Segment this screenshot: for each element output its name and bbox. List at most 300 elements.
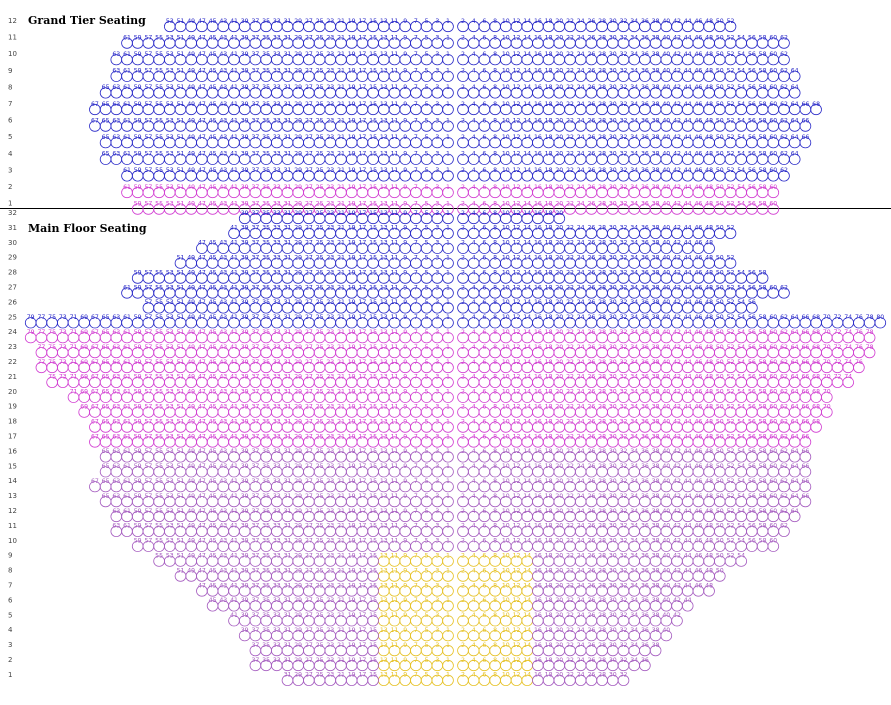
seat[interactable] (389, 493, 400, 507)
seat[interactable] (650, 68, 661, 82)
seat[interactable] (543, 51, 554, 65)
seat[interactable] (458, 538, 469, 552)
seat[interactable] (261, 255, 272, 269)
seat[interactable] (164, 404, 175, 418)
seat[interactable] (543, 567, 554, 581)
seat[interactable] (325, 359, 336, 373)
seat[interactable] (186, 299, 197, 313)
seat[interactable] (314, 240, 325, 254)
seat[interactable] (779, 68, 790, 82)
seat[interactable] (607, 433, 618, 447)
seat[interactable] (650, 389, 661, 403)
seat[interactable] (400, 404, 411, 418)
seat[interactable] (704, 167, 715, 181)
seat[interactable] (443, 478, 454, 492)
seat[interactable] (432, 612, 443, 626)
seat[interactable] (554, 672, 565, 686)
seat[interactable] (368, 68, 379, 82)
seat[interactable] (575, 84, 586, 98)
seat[interactable] (282, 314, 293, 328)
seat[interactable] (357, 642, 368, 656)
seat[interactable] (218, 314, 229, 328)
seat[interactable] (304, 344, 315, 358)
seat[interactable] (672, 18, 683, 32)
seat[interactable] (154, 448, 165, 462)
seat[interactable] (800, 117, 811, 131)
seat[interactable] (479, 34, 490, 48)
seat[interactable] (458, 508, 469, 522)
seat[interactable] (672, 255, 683, 269)
seat[interactable] (779, 34, 790, 48)
seat[interactable] (207, 404, 218, 418)
seat[interactable] (747, 538, 758, 552)
seat[interactable] (443, 582, 454, 596)
seat[interactable] (640, 523, 651, 537)
seat[interactable] (714, 299, 725, 313)
seat[interactable] (229, 329, 240, 343)
seat[interactable] (747, 269, 758, 283)
seat[interactable] (378, 448, 389, 462)
seat[interactable] (271, 657, 282, 671)
seat[interactable] (304, 299, 315, 313)
seat[interactable] (357, 134, 368, 148)
seat[interactable] (100, 151, 111, 165)
seat[interactable] (500, 642, 511, 656)
seat[interactable] (533, 151, 544, 165)
seat[interactable] (458, 523, 469, 537)
seat[interactable] (490, 34, 501, 48)
seat[interactable] (421, 478, 432, 492)
seat[interactable] (421, 567, 432, 581)
seat[interactable] (411, 314, 422, 328)
seat[interactable] (250, 51, 261, 65)
seat[interactable] (757, 478, 768, 492)
seat[interactable] (432, 151, 443, 165)
seat[interactable] (261, 134, 272, 148)
seat[interactable] (143, 389, 154, 403)
seat[interactable] (725, 34, 736, 48)
seat[interactable] (357, 255, 368, 269)
seat[interactable] (271, 151, 282, 165)
seat[interactable] (325, 51, 336, 65)
seat[interactable] (800, 493, 811, 507)
seat[interactable] (629, 478, 640, 492)
seat[interactable] (378, 553, 389, 567)
seat[interactable] (122, 463, 133, 477)
seat[interactable] (458, 553, 469, 567)
seat[interactable] (511, 329, 522, 343)
seat[interactable] (768, 433, 779, 447)
seat[interactable] (511, 84, 522, 98)
seat[interactable] (304, 389, 315, 403)
seat[interactable] (79, 374, 90, 388)
seat[interactable] (468, 612, 479, 626)
seat[interactable] (411, 508, 422, 522)
seat[interactable] (522, 642, 533, 656)
seat[interactable] (197, 200, 208, 214)
seat[interactable] (122, 51, 133, 65)
seat[interactable] (693, 151, 704, 165)
seat[interactable] (79, 329, 90, 343)
seat[interactable] (575, 184, 586, 198)
seat[interactable] (650, 612, 661, 626)
seat[interactable] (757, 404, 768, 418)
seat[interactable] (218, 523, 229, 537)
seat[interactable] (607, 359, 618, 373)
seat[interactable] (575, 329, 586, 343)
seat[interactable] (479, 538, 490, 552)
seat[interactable] (586, 359, 597, 373)
seat[interactable] (175, 18, 186, 32)
seat[interactable] (218, 463, 229, 477)
seat[interactable] (650, 134, 661, 148)
seat[interactable] (736, 374, 747, 388)
seat[interactable] (843, 359, 854, 373)
seat[interactable] (207, 597, 218, 611)
seat[interactable] (811, 344, 822, 358)
seat[interactable] (490, 418, 501, 432)
seat[interactable] (661, 18, 672, 32)
seat[interactable] (640, 51, 651, 65)
seat[interactable] (629, 84, 640, 98)
seat[interactable] (411, 18, 422, 32)
seat[interactable] (704, 478, 715, 492)
seat[interactable] (747, 299, 758, 313)
seat[interactable] (682, 493, 693, 507)
seat[interactable] (79, 404, 90, 418)
seat[interactable] (164, 101, 175, 115)
seat[interactable] (672, 101, 683, 115)
seat[interactable] (490, 463, 501, 477)
seat[interactable] (768, 329, 779, 343)
seat[interactable] (565, 657, 576, 671)
seat[interactable] (629, 463, 640, 477)
seat[interactable] (607, 374, 618, 388)
seat[interactable] (304, 657, 315, 671)
seat[interactable] (239, 508, 250, 522)
seat[interactable] (661, 101, 672, 115)
seat[interactable] (197, 51, 208, 65)
seat[interactable] (640, 567, 651, 581)
seat[interactable] (432, 418, 443, 432)
seat[interactable] (186, 523, 197, 537)
seat[interactable] (443, 134, 454, 148)
seat[interactable] (779, 433, 790, 447)
seat[interactable] (533, 34, 544, 48)
seat[interactable] (389, 597, 400, 611)
seat[interactable] (261, 117, 272, 131)
seat[interactable] (554, 329, 565, 343)
seat[interactable] (672, 553, 683, 567)
seat[interactable] (875, 314, 886, 328)
seat[interactable] (411, 225, 422, 239)
seat[interactable] (554, 51, 565, 65)
seat[interactable] (282, 448, 293, 462)
seat[interactable] (704, 151, 715, 165)
seat[interactable] (411, 269, 422, 283)
seat[interactable] (522, 523, 533, 537)
seat[interactable] (500, 344, 511, 358)
seat[interactable] (197, 299, 208, 313)
seat[interactable] (736, 34, 747, 48)
seat[interactable] (789, 151, 800, 165)
seat[interactable] (197, 151, 208, 165)
seat[interactable] (661, 255, 672, 269)
seat[interactable] (421, 101, 432, 115)
seat[interactable] (389, 553, 400, 567)
seat[interactable] (325, 68, 336, 82)
seat[interactable] (132, 184, 143, 198)
seat[interactable] (132, 508, 143, 522)
seat[interactable] (325, 418, 336, 432)
seat[interactable] (640, 134, 651, 148)
seat[interactable] (597, 523, 608, 537)
seat[interactable] (693, 433, 704, 447)
seat[interactable] (779, 478, 790, 492)
seat[interactable] (368, 51, 379, 65)
seat[interactable] (132, 344, 143, 358)
seat[interactable] (207, 433, 218, 447)
seat[interactable] (522, 151, 533, 165)
seat[interactable] (714, 84, 725, 98)
seat[interactable] (640, 101, 651, 115)
seat[interactable] (432, 51, 443, 65)
seat[interactable] (314, 448, 325, 462)
seat[interactable] (229, 314, 240, 328)
seat[interactable] (357, 597, 368, 611)
seat[interactable] (736, 523, 747, 537)
seat[interactable] (111, 68, 122, 82)
seat[interactable] (864, 329, 875, 343)
seat[interactable] (479, 151, 490, 165)
seat[interactable] (479, 463, 490, 477)
seat[interactable] (432, 478, 443, 492)
seat[interactable] (682, 284, 693, 298)
seat[interactable] (747, 329, 758, 343)
seat[interactable] (389, 134, 400, 148)
seat[interactable] (468, 508, 479, 522)
seat[interactable] (479, 299, 490, 313)
seat[interactable] (757, 463, 768, 477)
seat[interactable] (346, 597, 357, 611)
seat[interactable] (229, 478, 240, 492)
seat[interactable] (389, 68, 400, 82)
seat[interactable] (757, 269, 768, 283)
seat[interactable] (640, 612, 651, 626)
seat[interactable] (736, 359, 747, 373)
seat[interactable] (768, 344, 779, 358)
seat[interactable] (554, 255, 565, 269)
seat[interactable] (304, 404, 315, 418)
seat[interactable] (229, 448, 240, 462)
seat[interactable] (229, 34, 240, 48)
seat[interactable] (500, 314, 511, 328)
seat[interactable] (661, 374, 672, 388)
seat[interactable] (293, 627, 304, 641)
seat[interactable] (261, 374, 272, 388)
seat[interactable] (304, 672, 315, 686)
seat[interactable] (693, 314, 704, 328)
seat[interactable] (314, 359, 325, 373)
seat[interactable] (207, 314, 218, 328)
seat[interactable] (458, 210, 469, 224)
seat[interactable] (479, 657, 490, 671)
seat[interactable] (565, 359, 576, 373)
seat[interactable] (304, 448, 315, 462)
seat[interactable] (443, 18, 454, 32)
seat[interactable] (143, 493, 154, 507)
seat[interactable] (543, 84, 554, 98)
seat[interactable] (132, 404, 143, 418)
seat[interactable] (789, 418, 800, 432)
seat[interactable] (522, 418, 533, 432)
seat[interactable] (368, 433, 379, 447)
seat[interactable] (511, 478, 522, 492)
seat[interactable] (468, 642, 479, 656)
seat[interactable] (511, 567, 522, 581)
seat[interactable] (239, 151, 250, 165)
seat[interactable] (432, 657, 443, 671)
seat[interactable] (186, 117, 197, 131)
seat[interactable] (68, 374, 79, 388)
seat[interactable] (175, 433, 186, 447)
seat[interactable] (693, 582, 704, 596)
seat[interactable] (725, 184, 736, 198)
seat[interactable] (218, 269, 229, 283)
seat[interactable] (693, 225, 704, 239)
seat[interactable] (175, 134, 186, 148)
seat[interactable] (250, 68, 261, 82)
seat[interactable] (650, 240, 661, 254)
seat[interactable] (597, 582, 608, 596)
seat[interactable] (586, 184, 597, 198)
seat[interactable] (197, 134, 208, 148)
seat[interactable] (682, 508, 693, 522)
seat[interactable] (607, 418, 618, 432)
seat[interactable] (304, 523, 315, 537)
seat[interactable] (421, 314, 432, 328)
seat[interactable] (864, 344, 875, 358)
seat[interactable] (250, 597, 261, 611)
seat[interactable] (682, 478, 693, 492)
seat[interactable] (197, 448, 208, 462)
seat[interactable] (282, 117, 293, 131)
seat[interactable] (757, 493, 768, 507)
seat[interactable] (693, 374, 704, 388)
seat[interactable] (607, 523, 618, 537)
seat[interactable] (389, 344, 400, 358)
seat[interactable] (293, 538, 304, 552)
seat[interactable] (468, 344, 479, 358)
seat[interactable] (132, 433, 143, 447)
seat[interactable] (421, 508, 432, 522)
seat[interactable] (468, 657, 479, 671)
seat[interactable] (779, 314, 790, 328)
seat[interactable] (293, 672, 304, 686)
seat[interactable] (672, 463, 683, 477)
seat[interactable] (400, 51, 411, 65)
seat[interactable] (443, 225, 454, 239)
seat[interactable] (704, 538, 715, 552)
seat[interactable] (458, 255, 469, 269)
seat[interactable] (400, 627, 411, 641)
seat[interactable] (693, 329, 704, 343)
seat[interactable] (511, 151, 522, 165)
seat[interactable] (789, 344, 800, 358)
seat[interactable] (672, 389, 683, 403)
seat[interactable] (111, 359, 122, 373)
seat[interactable] (693, 448, 704, 462)
seat[interactable] (325, 18, 336, 32)
seat[interactable] (325, 448, 336, 462)
seat[interactable] (575, 374, 586, 388)
seat[interactable] (586, 284, 597, 298)
seat[interactable] (533, 433, 544, 447)
seat[interactable] (747, 433, 758, 447)
seat[interactable] (693, 538, 704, 552)
seat[interactable] (368, 523, 379, 537)
seat[interactable] (565, 18, 576, 32)
seat[interactable] (618, 255, 629, 269)
seat[interactable] (411, 329, 422, 343)
seat[interactable] (378, 34, 389, 48)
seat[interactable] (250, 101, 261, 115)
seat[interactable] (314, 184, 325, 198)
seat[interactable] (122, 418, 133, 432)
seat[interactable] (704, 493, 715, 507)
seat[interactable] (250, 299, 261, 313)
seat[interactable] (607, 269, 618, 283)
seat[interactable] (500, 359, 511, 373)
seat[interactable] (768, 389, 779, 403)
seat[interactable] (479, 329, 490, 343)
seat[interactable] (175, 255, 186, 269)
seat[interactable] (554, 657, 565, 671)
seat[interactable] (389, 523, 400, 537)
seat[interactable] (271, 314, 282, 328)
seat[interactable] (154, 200, 165, 214)
seat[interactable] (336, 34, 347, 48)
seat[interactable] (789, 448, 800, 462)
seat[interactable] (389, 463, 400, 477)
seat[interactable] (175, 478, 186, 492)
seat[interactable] (378, 51, 389, 65)
seat[interactable] (250, 582, 261, 596)
seat[interactable] (597, 255, 608, 269)
seat[interactable] (661, 269, 672, 283)
seat[interactable] (357, 101, 368, 115)
seat[interactable] (490, 657, 501, 671)
seat[interactable] (479, 225, 490, 239)
seat[interactable] (293, 553, 304, 567)
seat[interactable] (458, 433, 469, 447)
seat[interactable] (357, 210, 368, 224)
seat[interactable] (368, 642, 379, 656)
seat[interactable] (629, 255, 640, 269)
seat[interactable] (779, 463, 790, 477)
seat[interactable] (672, 134, 683, 148)
seat[interactable] (522, 184, 533, 198)
seat[interactable] (357, 117, 368, 131)
seat[interactable] (421, 18, 432, 32)
seat[interactable] (725, 538, 736, 552)
seat[interactable] (229, 493, 240, 507)
seat[interactable] (336, 359, 347, 373)
seat[interactable] (432, 117, 443, 131)
seat[interactable] (443, 493, 454, 507)
seat[interactable] (314, 269, 325, 283)
seat[interactable] (704, 34, 715, 48)
